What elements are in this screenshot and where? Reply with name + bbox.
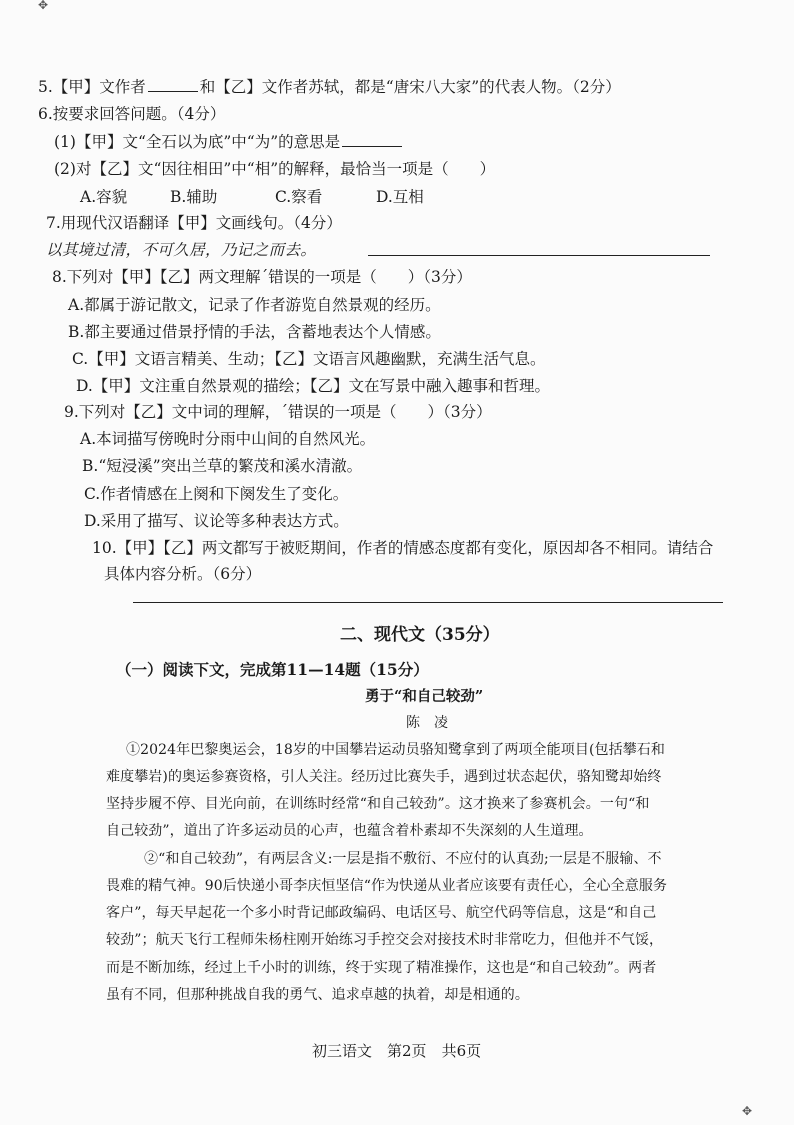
question-9-option-b[interactable]: B.“短浸溪”突出兰草的繁茂和溪水清澈。 <box>82 457 363 475</box>
paragraph-2-line: 较劲”；航天飞行工程师朱杨柱刚开始练习手控交会对接技术时非常吃力，但他并不气馁， <box>106 932 664 948</box>
article-title: 勇于“和自己较劲” <box>365 688 484 705</box>
paragraph-2-line: ②“和自己较劲”，有两层含义:一层是指不敷衍、不应付的认真劲;一层是不服输、不 <box>144 851 662 867</box>
paragraph-1-line: 难度攀岩)的奥运参赛资格，引人关注。经历过比赛失手，遇到过状态起伏，骆知鹭却始终 <box>106 769 662 785</box>
article-author: 陈 凌 <box>406 715 448 731</box>
question-8-title: 8.下列对【甲】【乙】两文理解ˊ错误的一项是（ ）（3分） <box>52 268 472 286</box>
footer-subject: 初三语文 <box>312 1042 373 1060</box>
option-d[interactable]: D.互相 <box>376 188 424 206</box>
question-6-sub2: (2)对【乙】文“因往相田”中“相”的解释，最恰当一项是（ ） <box>54 160 496 178</box>
answer-blank[interactable] <box>148 77 198 92</box>
question-10-line2: 具体内容分析。（6分） <box>104 565 262 583</box>
question-7-sentence: 以其境过清，不可久居，乃记之而去。 <box>46 241 317 259</box>
question-6-options <box>80 186 424 208</box>
corner-mark: ✥ <box>38 0 49 12</box>
paragraph-2-line: 虽有不同，但那种挑战自我的勇气、追求卓越的执着，却是相通的。 <box>106 987 529 1003</box>
answer-line[interactable] <box>133 602 723 603</box>
option-b[interactable]: B.辅助 <box>170 188 218 206</box>
answer-blank[interactable] <box>342 132 402 147</box>
paragraph-2-line: 畏难的精气神。90后快递小哥李庆恒坚信“作为快递从业者应该要有责任心，全心全意服务 <box>106 878 668 894</box>
question-8-option-d[interactable]: D.【甲】文注重自然景观的描绘；【乙】文在写景中融入趣事和哲理。 <box>76 377 551 395</box>
q5-before: 5.【甲】文作者 <box>38 78 146 96</box>
section-2-title: 二、现代文（35分） <box>340 625 500 645</box>
option-a[interactable]: A.容貌 <box>80 188 128 206</box>
paragraph-1-line: 自己较劲”，道出了许多运动员的心声，也蕴含着朴素却不失深刻的人生道理。 <box>106 823 593 839</box>
question-8-option-a[interactable]: A.都属于游记散文，记录了作者游览自然景观的经历。 <box>68 296 441 314</box>
question-10-line1: 10.【甲】【乙】两文都写于被贬期间，作者的情感态度都有变化，原因却各不相同。请结合 <box>92 539 714 557</box>
page-footer <box>312 1040 481 1062</box>
footer-page: 第2页 <box>387 1042 427 1060</box>
question-6-sub1 <box>54 131 402 153</box>
question-9-option-a[interactable]: A.本词描写傍晚时分雨中山间的自然风光。 <box>80 430 376 448</box>
question-9-title: 9.下列对【乙】文中词的理解，ˊ错误的一项是（ ）（3分） <box>64 403 492 421</box>
question-5 <box>38 76 621 98</box>
paragraph-1-line: 坚持步履不停、目光向前，在训练时经常“和自己较劲”。这才换来了参赛机会。一句“和 <box>106 796 650 812</box>
question-7-title: 7.用现代汉语翻译【甲】文画线句。（4分） <box>46 214 342 232</box>
question-9-option-d[interactable]: D.采用了描写、议论等多种表达方式。 <box>84 512 349 530</box>
paragraph-2-line: 而是不断加练，经过上千小时的训练，终于实现了精准操作，这也是“和自己较劲”。两者 <box>106 960 657 976</box>
paragraph-1-line: ①2024年巴黎奥运会，18岁的中国攀岩运动员骆知鹭拿到了两项全能项目(包括攀石和 <box>126 742 666 758</box>
question-8-option-b[interactable]: B.都主要通过借景抒情的手法，含蓄地表达个人情感。 <box>68 323 441 341</box>
q5-after: 和【乙】文作者苏轼，都是“唐宋八大家”的代表人物。（2分） <box>199 78 621 96</box>
option-c[interactable]: C.察看 <box>275 188 323 206</box>
corner-mark: ✥ <box>742 1104 753 1118</box>
q6-sub1-text: (1)【甲】文“全石以为底”中“为”的意思是 <box>54 133 341 151</box>
question-9-option-c[interactable]: C.作者情感在上阕和下阕发生了变化。 <box>84 485 349 503</box>
answer-line[interactable] <box>368 255 710 256</box>
question-8-option-c[interactable]: C.【甲】文语言精美、生动；【乙】文语言风趣幽默，充满生活气息。 <box>72 350 546 368</box>
question-6-title: 6.按要求回答问题。（4分） <box>38 105 226 123</box>
footer-total: 共6页 <box>441 1042 482 1060</box>
part-1-heading: （一）阅读下文，完成第11—14题（15分） <box>116 660 429 679</box>
paragraph-2-line: 客户”，每天早起花一个多小时背记邮政编码、电话区号、航空代码等信息，这是“和自己 <box>106 905 657 921</box>
